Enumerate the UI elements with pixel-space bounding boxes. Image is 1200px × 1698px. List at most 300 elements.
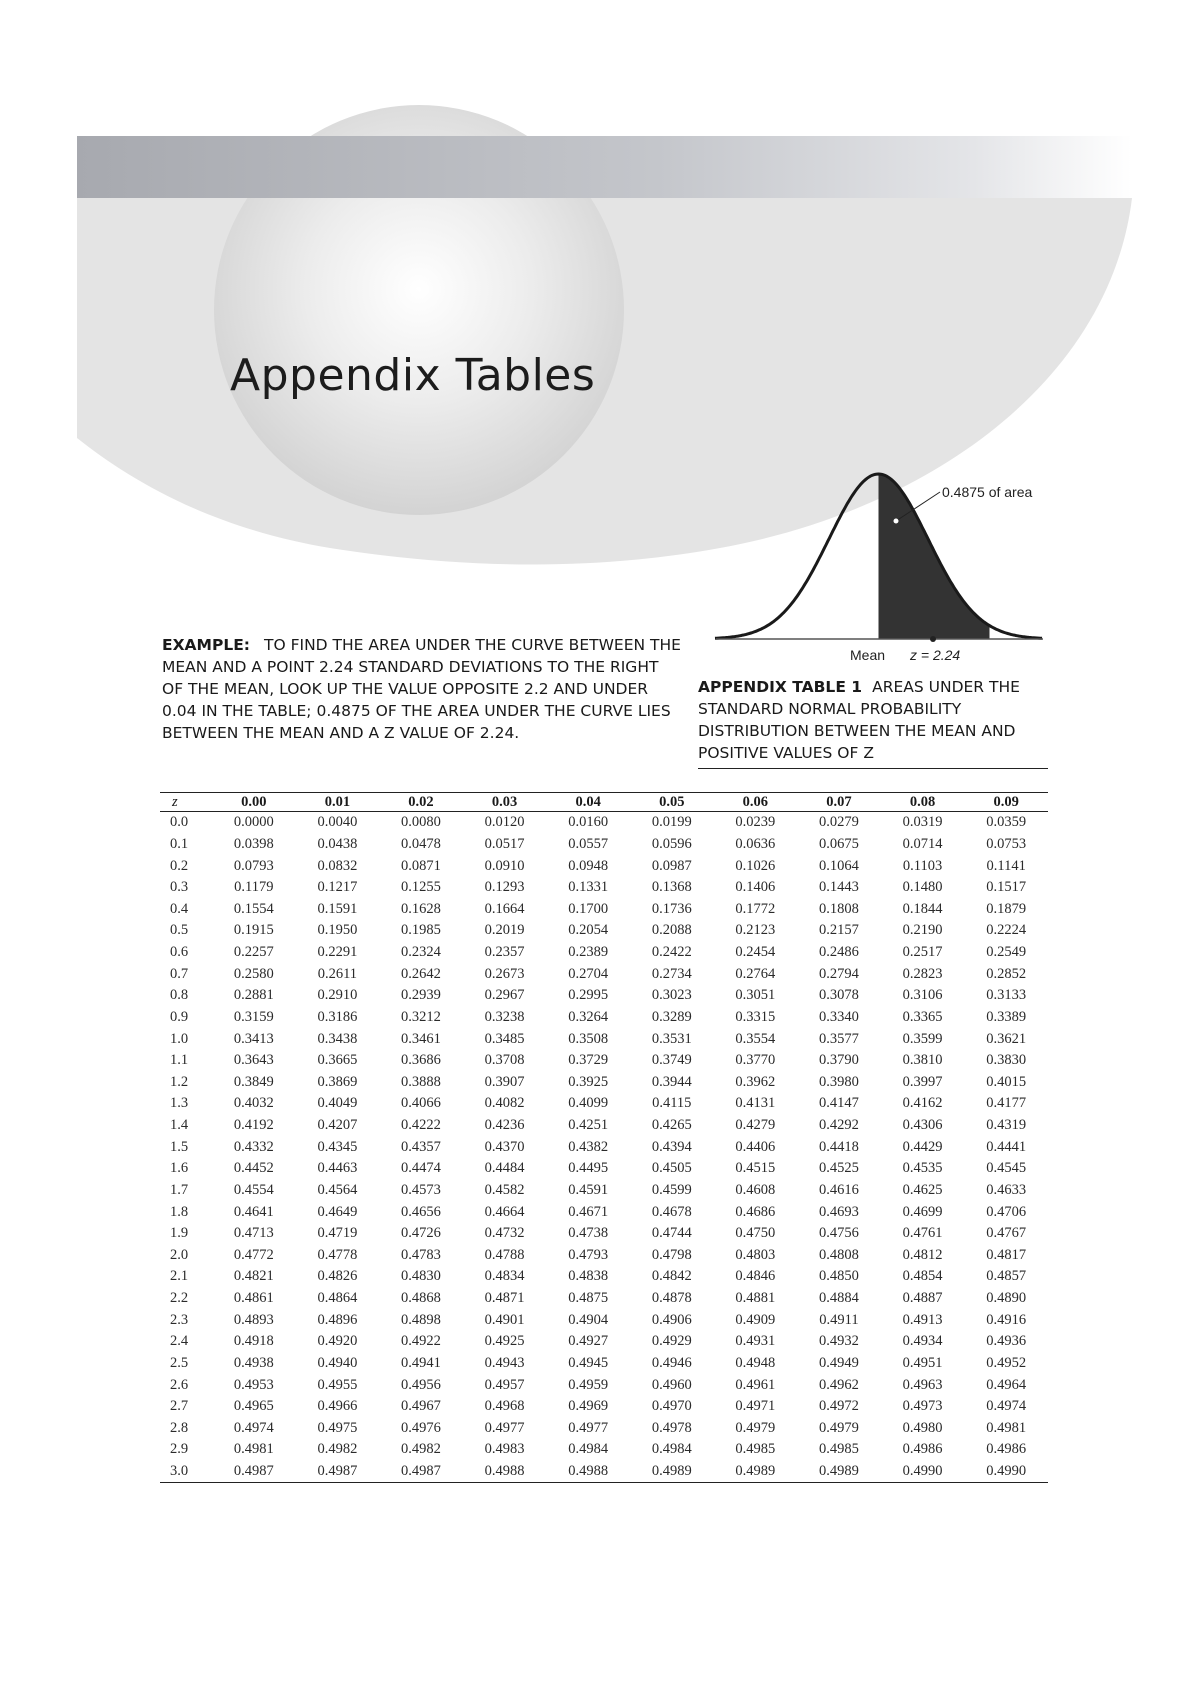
- table-cell: 0.2764: [735, 965, 776, 982]
- table-cell: 0.0359: [986, 814, 1027, 831]
- table-cell: 0.2486: [819, 944, 859, 961]
- table-cell: 0.2054: [568, 922, 609, 939]
- table-row: [160, 1007, 1048, 1029]
- table-cell: 0.1217: [317, 879, 358, 896]
- table-cell: 0.1026: [735, 857, 776, 874]
- table-row: [160, 1309, 1048, 1331]
- table-cell: 0.4973: [902, 1398, 943, 1415]
- table-cell: 0.4573: [401, 1181, 441, 1198]
- table-cell: 0.4616: [819, 1181, 859, 1198]
- table-cell: 0.4788: [484, 1246, 525, 1263]
- table-cell: 0.4222: [401, 1117, 441, 1134]
- table-cell: 0.4686: [735, 1203, 776, 1220]
- table-row: [160, 1288, 1048, 1310]
- table-cell: 0.4441: [986, 1138, 1027, 1155]
- table-row: [160, 1028, 1048, 1050]
- table-row: [160, 1461, 1048, 1483]
- table-cell: 0.4974: [986, 1398, 1027, 1415]
- table-cell: 0.0000: [233, 814, 274, 831]
- table-cell: 0.4945: [568, 1354, 609, 1371]
- table-cell: 0.0636: [735, 835, 776, 852]
- table-row: [160, 1223, 1048, 1245]
- table-cell: 0.4808: [819, 1246, 859, 1263]
- table-cell: 0.4192: [233, 1117, 274, 1134]
- table-cell: 0.0080: [401, 814, 441, 831]
- table-cell: 0.4357: [401, 1138, 441, 1155]
- table-cell: 0.4974: [233, 1419, 274, 1436]
- table-cell: 0.3485: [484, 1030, 525, 1047]
- table-cell: 0.1915: [233, 922, 274, 939]
- table-cell: 0.4981: [986, 1419, 1027, 1436]
- table-cell: 0.3643: [233, 1052, 274, 1069]
- table-cell: 0.4940: [317, 1354, 358, 1371]
- table-cell: 0.3980: [819, 1073, 859, 1090]
- table-row: [160, 985, 1048, 1007]
- z-value-cell: 1.1: [170, 1052, 189, 1069]
- table-cell: 0.4545: [986, 1160, 1027, 1177]
- table-cell: 0.4987: [212, 1461, 296, 1483]
- banner-strip: [77, 136, 1132, 198]
- table-cell: 0.4854: [902, 1268, 943, 1285]
- table-cell: 0.1554: [233, 900, 274, 917]
- table-cell: 0.4890: [986, 1290, 1027, 1307]
- table-cell: 0.4066: [401, 1095, 441, 1112]
- table-cell: 0.4706: [986, 1203, 1027, 1220]
- table-cell: 0.4985: [819, 1441, 859, 1458]
- table-cell: 0.4750: [735, 1225, 776, 1242]
- table-cell: 0.1331: [568, 879, 609, 896]
- table-cell: 0.4633: [986, 1181, 1027, 1198]
- area-leader-dot: [894, 519, 899, 524]
- table-cell: 0.4505: [651, 1160, 692, 1177]
- table-cell: 0.4963: [902, 1376, 943, 1393]
- table-cell: 0.3023: [651, 987, 692, 1004]
- table-cell: 0.4898: [401, 1311, 441, 1328]
- table-cell: 0.2454: [735, 944, 776, 961]
- page-title: Appendix Tables: [230, 350, 596, 401]
- table-cell: 0.4693: [819, 1203, 859, 1220]
- table-cell: 0.4979: [735, 1419, 776, 1436]
- table-cell: 0.2257: [233, 944, 274, 961]
- table-cell: 0.1664: [484, 900, 525, 917]
- table-cell: 0.1808: [819, 900, 859, 917]
- table-cell: 0.4911: [819, 1311, 859, 1328]
- table-cell: 0.4394: [651, 1138, 692, 1155]
- table-cell: 0.4515: [735, 1160, 776, 1177]
- z-value-cell: 0.6: [170, 944, 189, 961]
- table-cell: 0.4719: [317, 1225, 358, 1242]
- table-cell: 0.4987: [379, 1461, 463, 1483]
- table-cell: 0.4474: [401, 1160, 441, 1177]
- table-cell: 0.4664: [484, 1203, 525, 1220]
- table-cell: 0.2157: [819, 922, 859, 939]
- z-value-cell: 0.4: [170, 900, 189, 917]
- column-header: 0.07: [797, 793, 881, 812]
- table-cell: 0.4990: [881, 1461, 965, 1483]
- table-cell: 0.4985: [735, 1441, 776, 1458]
- table-cell: 0.4916: [986, 1311, 1027, 1328]
- table-cell: 0.4943: [484, 1354, 525, 1371]
- z-value-cell: 1.8: [170, 1203, 189, 1220]
- table-cell: 0.3289: [651, 1008, 692, 1025]
- table-cell: 0.4857: [986, 1268, 1027, 1285]
- table-cell: 0.4957: [484, 1376, 525, 1393]
- z-value-cell: 2.7: [170, 1398, 189, 1415]
- table-cell: 0.3577: [819, 1030, 859, 1047]
- table-cell: 0.1406: [735, 879, 776, 896]
- table-cell: 0.0793: [233, 857, 274, 874]
- table-row: [160, 1396, 1048, 1418]
- table-cell: 0.4931: [735, 1333, 776, 1350]
- table-cell: 0.3078: [819, 987, 859, 1004]
- example-lead: EXAMPLE:: [162, 636, 250, 654]
- z-value-cell: 2.9: [170, 1441, 189, 1458]
- table-cell: 0.4332: [233, 1138, 274, 1155]
- example-body: TO FIND THE AREA UNDER THE CURVE BETWEEN THE MEAN AND A POINT 2.24 STANDARD DEVIATIONS TO THE RIGHT OF THE MEAN, LOOK UP THE VALUE OPPOSITE 2.2 AND UNDER 0.04 IN THE TABLE; 0.4875 OF THE AREA UNDER THE CURVE LIES BETWEEN THE MEAN AND A Z VALUE OF 2.24.: [162, 636, 681, 742]
- table-cell: 0.1480: [902, 879, 943, 896]
- table-cell: 0.3997: [902, 1073, 943, 1090]
- table-cell: 0.4982: [317, 1441, 358, 1458]
- table-cell: 0.4989: [797, 1461, 881, 1483]
- table-row: [160, 1374, 1048, 1396]
- table-row: [160, 1072, 1048, 1094]
- table-cell: 0.3461: [401, 1030, 441, 1047]
- table-cell: 0.4452: [233, 1160, 274, 1177]
- table-cell: 0.4875: [568, 1290, 609, 1307]
- table-cell: 0.4838: [568, 1268, 609, 1285]
- table-cell: 0.4987: [296, 1461, 380, 1483]
- table-cell: 0.3438: [317, 1030, 358, 1047]
- table-cell: 0.4984: [568, 1441, 609, 1458]
- table-cell: 0.4959: [568, 1376, 609, 1393]
- table-cell: 0.4881: [735, 1290, 776, 1307]
- table-cell: 0.4988: [546, 1461, 630, 1483]
- table-cell: 0.2611: [317, 965, 358, 982]
- z-marker-dot: [930, 636, 936, 642]
- table-cell: 0.3554: [735, 1030, 776, 1047]
- table-cell: 0.4082: [484, 1095, 525, 1112]
- table-header-row: [160, 793, 1048, 812]
- table-cell: 0.0675: [819, 835, 859, 852]
- table-cell: 0.4977: [568, 1419, 609, 1436]
- table-cell: 0.2910: [317, 987, 358, 1004]
- table-cell: 0.4649: [317, 1203, 358, 1220]
- normal-curve-figure: [708, 290, 1048, 670]
- table-cell: 0.4495: [568, 1160, 609, 1177]
- table-cell: 0.0199: [651, 814, 692, 831]
- table-cell: 0.4978: [651, 1419, 692, 1436]
- z-value-cell: 1.5: [170, 1138, 189, 1155]
- table-cell: 0.4989: [630, 1461, 714, 1483]
- table-row: [160, 812, 1048, 834]
- table-row: [160, 1136, 1048, 1158]
- table-cell: 0.4812: [902, 1246, 943, 1263]
- table-cell: 0.3790: [819, 1052, 859, 1069]
- table-cell: 0.4884: [819, 1290, 859, 1307]
- z-value-cell: 0.9: [170, 1008, 189, 1025]
- table-cell: 0.4887: [902, 1290, 943, 1307]
- column-header: 0.04: [546, 793, 630, 812]
- table-cell: 0.4162: [902, 1095, 943, 1112]
- table-cell: 0.4925: [484, 1333, 525, 1350]
- table-cell: 0.3907: [484, 1073, 525, 1090]
- table-cell: 0.4484: [484, 1160, 525, 1177]
- table-cell: 0.4980: [902, 1419, 943, 1436]
- table-cell: 0.3389: [986, 1008, 1027, 1025]
- table-cell: 0.3749: [651, 1052, 692, 1069]
- table-cell: 0.4936: [986, 1333, 1027, 1350]
- table-cell: 0.4032: [233, 1095, 274, 1112]
- example-text: [162, 634, 682, 744]
- table-cell: 0.1950: [317, 922, 358, 939]
- table-cell: 0.0160: [568, 814, 609, 831]
- table-cell: 0.3106: [902, 987, 943, 1004]
- table-cell: 0.4834: [484, 1268, 525, 1285]
- table-cell: 0.4830: [401, 1268, 441, 1285]
- table-cell: 0.4981: [233, 1441, 274, 1458]
- z-value-cell: 1.0: [170, 1030, 189, 1047]
- caption-text: AREAS UNDER THE STANDARD NORMAL PROBABILITY DISTRIBUTION BETWEEN THE MEAN AND POSITIVE VALUES OF Z: [698, 678, 1020, 762]
- table-row: [160, 855, 1048, 877]
- table-cell: 0.4904: [568, 1311, 609, 1328]
- z-value-cell: 2.4: [170, 1333, 189, 1350]
- table-cell: 0.1700: [568, 900, 609, 917]
- table-cell: 0.1064: [819, 857, 859, 874]
- table-cell: 0.3212: [401, 1008, 441, 1025]
- table-cell: 0.4236: [484, 1117, 525, 1134]
- table-cell: 0.4418: [819, 1138, 859, 1155]
- table-cell: 0.4934: [902, 1333, 943, 1350]
- table-cell: 0.4953: [233, 1376, 274, 1393]
- table-cell: 0.4265: [651, 1117, 692, 1134]
- table-row: [160, 1439, 1048, 1461]
- table-cell: 0.4641: [233, 1203, 274, 1220]
- table-cell: 0.2291: [317, 944, 358, 961]
- table-cell: 0.4842: [651, 1268, 692, 1285]
- table-cell: 0.4864: [317, 1290, 358, 1307]
- table-cell: 0.4969: [568, 1398, 609, 1415]
- table-cell: 0.3186: [317, 1008, 358, 1025]
- table-cell: 0.2704: [568, 965, 609, 982]
- table-cell: 0.2642: [401, 965, 441, 982]
- table-cell: 0.3810: [902, 1052, 943, 1069]
- table-cell: 0.4913: [902, 1311, 943, 1328]
- table-row: [160, 920, 1048, 942]
- table-cell: 0.1628: [401, 900, 441, 917]
- z-value-cell: 2.3: [170, 1311, 189, 1328]
- table-row: [160, 1050, 1048, 1072]
- table-row: [160, 1158, 1048, 1180]
- z-value-cell: 0.8: [170, 987, 189, 1004]
- z-value-cell: 2.2: [170, 1290, 189, 1307]
- table-cell: 0.4608: [735, 1181, 776, 1198]
- table-cell: 0.4292: [819, 1117, 859, 1134]
- table-cell: 0.2422: [651, 944, 692, 961]
- table-cell: 0.4744: [651, 1225, 692, 1242]
- table-cell: 0.4099: [568, 1095, 609, 1112]
- table-row: [160, 1266, 1048, 1288]
- table-cell: 0.4967: [401, 1398, 441, 1415]
- table-cell: 0.4946: [651, 1354, 692, 1371]
- table-cell: 0.4984: [651, 1441, 692, 1458]
- table-cell: 0.3159: [233, 1008, 274, 1025]
- table-cell: 0.2580: [233, 965, 274, 982]
- z-value-cell: 1.3: [170, 1095, 189, 1112]
- table-cell: 0.3315: [735, 1008, 776, 1025]
- table-cell: 0.4868: [401, 1290, 441, 1307]
- table-cell: 0.1179: [234, 879, 274, 896]
- table-cell: 0.2852: [986, 965, 1027, 982]
- table-cell: 0.4941: [401, 1354, 441, 1371]
- table-cell: 0.2549: [986, 944, 1027, 961]
- table-cell: 0.4463: [317, 1160, 358, 1177]
- table-cell: 0.4983: [484, 1441, 525, 1458]
- table-cell: 0.4699: [902, 1203, 943, 1220]
- table-cell: 0.4732: [484, 1225, 525, 1242]
- table-row: [160, 963, 1048, 985]
- z-value-cell: 0.1: [170, 835, 189, 852]
- table-cell: 0.4989: [714, 1461, 798, 1483]
- table-cell: 0.0557: [568, 835, 609, 852]
- table-row: [160, 1245, 1048, 1267]
- table-cell: 0.4554: [233, 1181, 274, 1198]
- table-cell: 0.4738: [568, 1225, 609, 1242]
- table-cell: 0.4979: [819, 1419, 859, 1436]
- table-cell: 0.4564: [317, 1181, 358, 1198]
- table-cell: 0.4798: [651, 1246, 692, 1263]
- table-cell: 0.4971: [735, 1398, 776, 1415]
- table-cell: 0.3729: [568, 1052, 609, 1069]
- table-cell: 0.4817: [986, 1246, 1027, 1263]
- table-cell: 0.3051: [735, 987, 776, 1004]
- column-header: 0.08: [881, 793, 965, 812]
- table-cell: 0.4968: [484, 1398, 525, 1415]
- table-cell: 0.2123: [735, 922, 776, 939]
- table-cell: 0.2190: [902, 922, 943, 939]
- table-cell: 0.3531: [651, 1030, 692, 1047]
- table-cell: 0.3665: [317, 1052, 358, 1069]
- z-value-cell: 2.1: [170, 1268, 189, 1285]
- table-cell: 0.4949: [819, 1354, 859, 1371]
- table-cell: 0.4918: [233, 1333, 274, 1350]
- table-cell: 0.4591: [568, 1181, 609, 1198]
- table-cell: 0.4966: [317, 1398, 358, 1415]
- table-cell: 0.3770: [735, 1052, 776, 1069]
- table-cell: 0.3508: [568, 1030, 609, 1047]
- table-cell: 0.4975: [317, 1419, 358, 1436]
- table-cell: 0.2224: [986, 922, 1027, 939]
- table-cell: 0.2673: [484, 965, 525, 982]
- table-cell: 0.4965: [233, 1398, 274, 1415]
- table-cell: 0.0517: [484, 835, 525, 852]
- caption-label: APPENDIX TABLE 1: [698, 678, 863, 696]
- table-cell: 0.1736: [651, 900, 692, 917]
- column-header: 0.03: [463, 793, 547, 812]
- table-row: [160, 1093, 1048, 1115]
- table-cell: 0.0948: [568, 857, 609, 874]
- table-cell: 0.0040: [317, 814, 358, 831]
- z-value-cell: 0.0: [170, 814, 189, 831]
- table-cell: 0.4951: [902, 1354, 943, 1371]
- column-header-z: z: [160, 793, 212, 812]
- z-value-cell: 0.3: [170, 879, 189, 896]
- table-cell: 0.4015: [986, 1073, 1027, 1090]
- table-cell: 0.4279: [735, 1117, 776, 1134]
- table-cell: 0.2881: [233, 987, 274, 1004]
- z-value-cell: 0.7: [170, 965, 189, 982]
- z-value-cell: 1.6: [170, 1160, 189, 1177]
- table-cell: 0.4821: [233, 1268, 274, 1285]
- table-cell: 0.4319: [986, 1117, 1027, 1134]
- table-cell: 0.4761: [902, 1225, 943, 1242]
- z-value-cell: 2.0: [170, 1246, 189, 1263]
- column-header: 0.02: [379, 793, 463, 812]
- table-row: [160, 899, 1048, 921]
- table-cell: 0.4306: [902, 1117, 943, 1134]
- column-header: 0.01: [296, 793, 380, 812]
- table-cell: 0.4713: [233, 1225, 274, 1242]
- table-cell: 0.4756: [819, 1225, 859, 1242]
- z-value-cell: 0.5: [170, 922, 189, 939]
- table-cell: 0.4962: [819, 1376, 859, 1393]
- column-header: 0.00: [212, 793, 296, 812]
- table-cell: 0.4976: [401, 1419, 441, 1436]
- table-cell: 0.4625: [902, 1181, 943, 1198]
- z-value-cell: 0.2: [170, 857, 189, 874]
- table-cell: 0.4656: [401, 1203, 441, 1220]
- table-row: [160, 877, 1048, 899]
- table-cell: 0.3944: [651, 1073, 692, 1090]
- table-row: [160, 1418, 1048, 1440]
- table-cell: 0.4251: [568, 1117, 609, 1134]
- z-table: [160, 792, 1048, 1483]
- table-cell: 0.4525: [819, 1160, 859, 1177]
- table-cell: 0.4803: [735, 1246, 776, 1263]
- table-cell: 0.3133: [986, 987, 1027, 1004]
- table-cell: 0.4115: [652, 1095, 692, 1112]
- column-header: 0.06: [714, 793, 798, 812]
- table-cell: 0.0478: [401, 835, 441, 852]
- table-cell: 0.1255: [401, 879, 441, 896]
- table-cell: 0.4986: [902, 1441, 943, 1458]
- table-cell: 0.2019: [484, 922, 525, 939]
- table-cell: 0.4938: [233, 1354, 274, 1371]
- z-value-cell: 2.8: [170, 1419, 189, 1436]
- table-cell: 0.4893: [233, 1311, 274, 1328]
- table-cell: 0.2088: [651, 922, 692, 939]
- table-cell: 0.4972: [819, 1398, 859, 1415]
- table-cell: 0.0910: [484, 857, 525, 874]
- table-cell: 0.3264: [568, 1008, 609, 1025]
- table-cell: 0.0596: [651, 835, 692, 852]
- table-cell: 0.4990: [964, 1461, 1048, 1483]
- table-cell: 0.4582: [484, 1181, 525, 1198]
- column-header: 0.05: [630, 793, 714, 812]
- z-value-cell: 2.6: [170, 1376, 189, 1393]
- table-cell: 0.1293: [484, 879, 525, 896]
- table-cell: 0.0438: [317, 835, 358, 852]
- table-cell: 0.1368: [651, 879, 692, 896]
- table-cell: 0.4920: [317, 1333, 358, 1350]
- table-cell: 0.4896: [317, 1311, 358, 1328]
- table-cell: 0.3708: [484, 1052, 525, 1069]
- table-cell: 0.0239: [735, 814, 776, 831]
- table-cell: 0.4964: [986, 1376, 1027, 1393]
- z-value-cell: 1.7: [170, 1181, 189, 1198]
- table-cell: 0.1772: [735, 900, 776, 917]
- table-cell: 0.3621: [986, 1030, 1027, 1047]
- table-cell: 0.4871: [484, 1290, 525, 1307]
